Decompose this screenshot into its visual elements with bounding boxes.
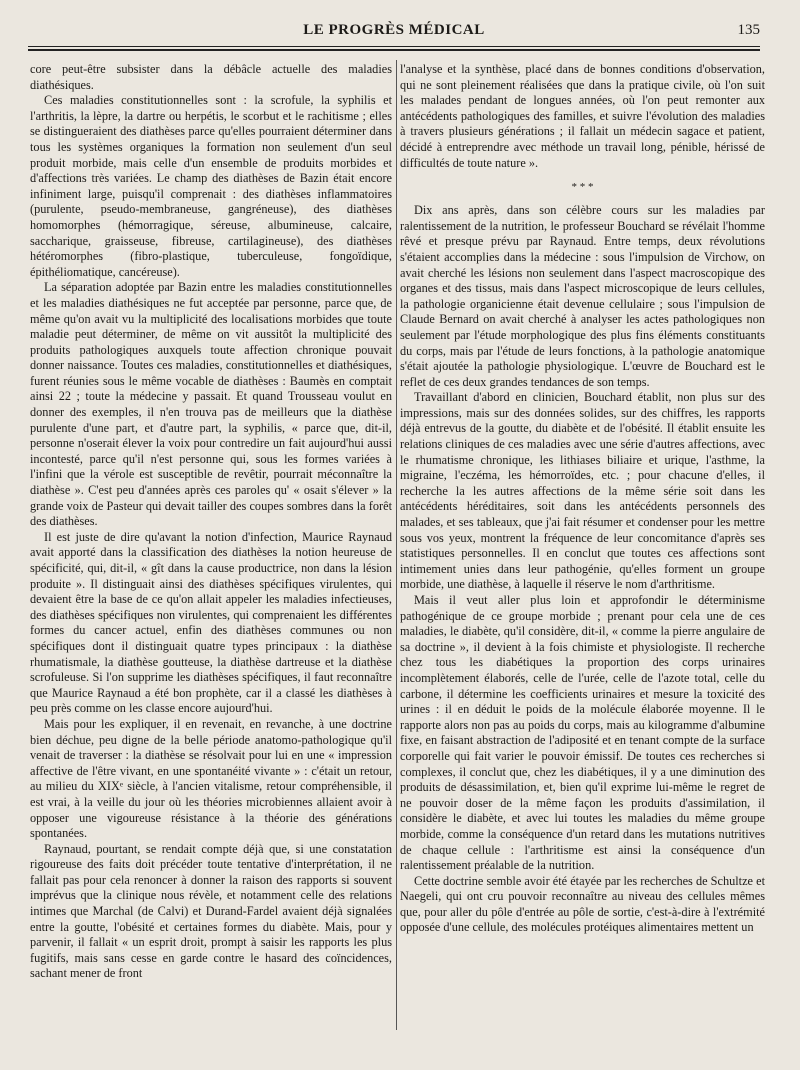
- paragraph: Dix ans après, dans son célèbre cours sur les maladies par ralentissement de la nutrition, le professeur Bouchard se révélait l'homme rêvé et presque prévu par Raynaud. Entre temps, deux révolutions s'étaient accomplies dans la médecine : sous l'impulsion de Virchow, on avait cherché les lésions non seulement dans l'aspect macroscopique des organes et des tissus, mais dans l'aspect microscopique de leurs cellules, la pathologie organicienne était devenue cellulaire ; sous l'impulsion de Claude Bernard on avait cherché à analyser les actes pathologiques non seulement par l'étude morphologique des plus fins éléments constituants du corps, mais par l'étude de leurs fonctions, à la pathologie anatomique s'était ajoutée la pathologie physiologique. L'œuvre de Bouchard est le reflet de ces deux grandes tendances de son temps.: [400, 203, 765, 389]
- paragraph: La séparation adoptée par Bazin entre les maladies constitutionnelles et les maladies diathésiques ne fut acceptée par personne, parce que, de même qu'on avait vu la multiplicité des localisations morbides que toute maladie peut déterminer, de même on vit aussitôt la multiplicité des produits pathologiques auxquels toute affection chronique pouvait donner naissance. Toutes ces maladies, constitutionnelles et diathésiques, furent réunies sous le même vocable de diathèses : Baumès en comptait ainsi 22 ; toute la médecine y passait. Et quand Trousseau voulut en donner des exemples, il n'en trouva pas de meilleurs que la diathèse purulente d'une part, et d'autre part, la syphilis, « parce que, dit-il, personne n'oserait élever la voix pour contredire un fait aujourd'hui aussi incontesté, parce qu'il n'est personne qui, sous les formes variées à l'infini que la vérole est susceptible de revêtir, pourrait méconnaître la diathèse ». C'est peu d'années après ces paroles qu' « osait s'élever » la grande voix de Pasteur qui devait tailler des coupes sombres dans la forêt des diathèses.: [30, 280, 392, 529]
- column-divider: [396, 60, 397, 1030]
- right-column: [400, 62, 765, 936]
- page-number: 135: [737, 22, 760, 38]
- paragraph: Raynaud, pourtant, se rendait compte déjà que, si une constatation rigoureuse des faits doit précéder toute tentative d'interprétation, il ne fallait pas pour cela renoncer à donner la raison des rapports si souvent imprévus que la clinique nous révèle, et notamment celle des relations intimes que Marchal (de Calvi) et Durand-Fardel avaient déjà signalées entre la goutte, l'obésité et certaines formes du diabète. Mais, pour y parvenir, il fallait « un esprit droit, prompt à saisir les rapports les plus fugitifs, mais sans cesse en garde contre le hasard des coïncidences, sachant mener de front: [30, 841, 392, 981]
- paragraph: Mais pour les expliquer, il en revenait, en revanche, à une doctrine bien déchue, peu digne de la belle période anatomo-pathologique qu'il venait de traverser : la diathèse se résolvait pour lui en une « impression affective de l'être vivant, en une spontanéité vivante » : c'était un retour, au milieu du XIXᵉ siècle, à l'ancien vitalisme, retour compréhensible, il est vrai, à la veille du jour où les théories microbiennes allaient avoir à opposer une vigoureuse résistance à la théorie des générations spontanées.: [30, 716, 392, 841]
- left-column: [30, 62, 392, 982]
- header-rule: [28, 46, 760, 51]
- continued-paragraph: core peut-être subsister dans la débâcle actuelle des maladies diathésiques.: [30, 62, 392, 92]
- paragraph: Il est juste de dire qu'avant la notion d'infection, Maurice Raynaud avait apporté dans la classification des diathèses la notion heureuse de spécificité, qui, dit-il, « gît dans la cause productrice, non dans la lésion produite ». Il distinguait ainsi des diathèses spécifiques virulentes, qui devaient être la base de ce qu'on allait appeler les maladies infectieuses, des diathèses spécifiques non virulentes, qui comprenaient les différentes formes du cancer actuel, enfin des diathèses communes ou non spécifiques dont il distinguait quatre types principaux : la diathèse rhumatismale, la diathèse goutteuse, la diathèse dartreuse et la diathèse scrofuleuse. Si l'on supprime les diathèses spécifiques, il faut reconnaître que Maurice Raynaud a été bon prophète, car il a classé les diathèses à peu près comme on les classe encore aujourd'hui.: [30, 529, 392, 716]
- paragraph: Travaillant d'abord en clinicien, Bouchard établit, non plus sur des impressions, mais sur des données solides, sur des chiffres, les rapports déjà entrevus de la goutte, du diabète et de l'obésité. Il établit ensuite les relations cliniques de ces maladies avec une série d'autres affections, avec le rhumatisme chronique, les lithiases biliaire et urique, l'asthme, la migraine, l'eczéma, les hémorroïdes, etc. ; pour chacune d'elles, il recherche la les autres affections de la même série soit dans les antécédents héréditaires, soit dans les antécédents personnels des malades, et ses tableaux, que j'ai fait résumer et condenser pour les mettre sous vos yeux, montrent la fréquence de leur concomitance d'après ses statistiques personnelles. Il en conclut que toutes ces affections sont intimement unies dans leur pathogénie, qu'elles forment un groupe morbide, une diathèse, à laquelle il réserve le nom d'arthritisme.: [400, 390, 765, 592]
- page-header: [28, 20, 760, 46]
- paragraph: Mais il veut aller plus loin et approfondir le déterminisme pathogénique de ce groupe morbide ; prenant pour cela une de ces maladies, le diabète, qu'il considère, dit-il, « comme la pierre angulaire de sa doctrine », il devient à la fois chimiste et physiologiste. Il recherche chez tous les diabétiques la proportion des corps urinaires incomplètement élaborés, celle de l'urée, celle de l'azote total, celle du carbone, il détermine les coefficients urinaires et mesure la toxicité des urines : il en déduit le poids de la molécule élaborée moyenne. Il le rapporte alors non pas au poids du corps, mais au kilogramme d'albumine fixe, en faisant abstraction de l'adiposité et en tenant compte de la surface corporelle qui fait varier le pouvoir émissif. De toutes ces recherches si complexes, il conclut que, chez les diabétiques, il y a une diminution des produits de désassimilation, et, bien qu'il exprime lui-même le regret de ne pouvoir doser de la même façon les produits d'assimilation, il considère le diabète, et avec lui toutes les maladies du même groupe morbide, comme la conséquence d'un retard dans les mutations nutritives de chaque cellule : l'arthritisme est ainsi la conséquence d'un ralentissement préalable de la nutrition.: [400, 593, 765, 873]
- paragraph: Cette doctrine semble avoir été étayée par les recherches de Schultze et Naegeli, qui ont cru pouvoir reconnaître au niveau des cellules mêmes que, pour aller du pôle d'entrée au pôle de sortie, c'est-à-dire à l'extrémité opposée d'une cellule, des molécules protéiques alimentaires mettent un: [400, 873, 765, 935]
- section-separator-stars: * * *: [571, 181, 594, 194]
- continued-paragraph: l'analyse et la synthèse, placé dans de bonnes conditions d'observation, qui ne sont pleinement réalisées que dans la pratique civile, où l'on suit les malades pendant de longues années, où l'on peut remonter aux antécédents pathologiques des familles, et suivre l'évolution des maladies à travers plusieurs générations ; il fallait un médecin sagace et patient, décidé à entreprendre avec méthode un travail long, pénible, hérissé de difficultés de toute nature ».: [400, 62, 765, 170]
- paragraph: Ces maladies constitutionnelles sont : la scrofule, la syphilis et l'arthritis, la lèpre, la dartre ou herpétis, le scorbut et le rachitisme ; elles se distingueraient des diathèses parce qu'elles pourraient déterminer dans tous les systèmes organiques la formation non seulement d'un seul produit morbide, mais celle d'un ensemble de produits morbides et d'affections très variées. Le champ des diathèses de Bazin était encore infiniment large, puisqu'il comprenait : des diathèses inflammatoires (purulente, pseudo-membraneuse, gangréneuse), des diathèses homomorphes (hémorragique, séreuse, albumineuse, calcaire, saccharique, graisseuse, fibreuse, cartilagineuse), des diathèses hétéromorphes (fibro-plastique, tuberculeuse, fongoïdique, épithéliomatique, cancéreuse).: [30, 93, 392, 279]
- journal-title: LE PROGRÈS MÉDICAL: [303, 22, 485, 38]
